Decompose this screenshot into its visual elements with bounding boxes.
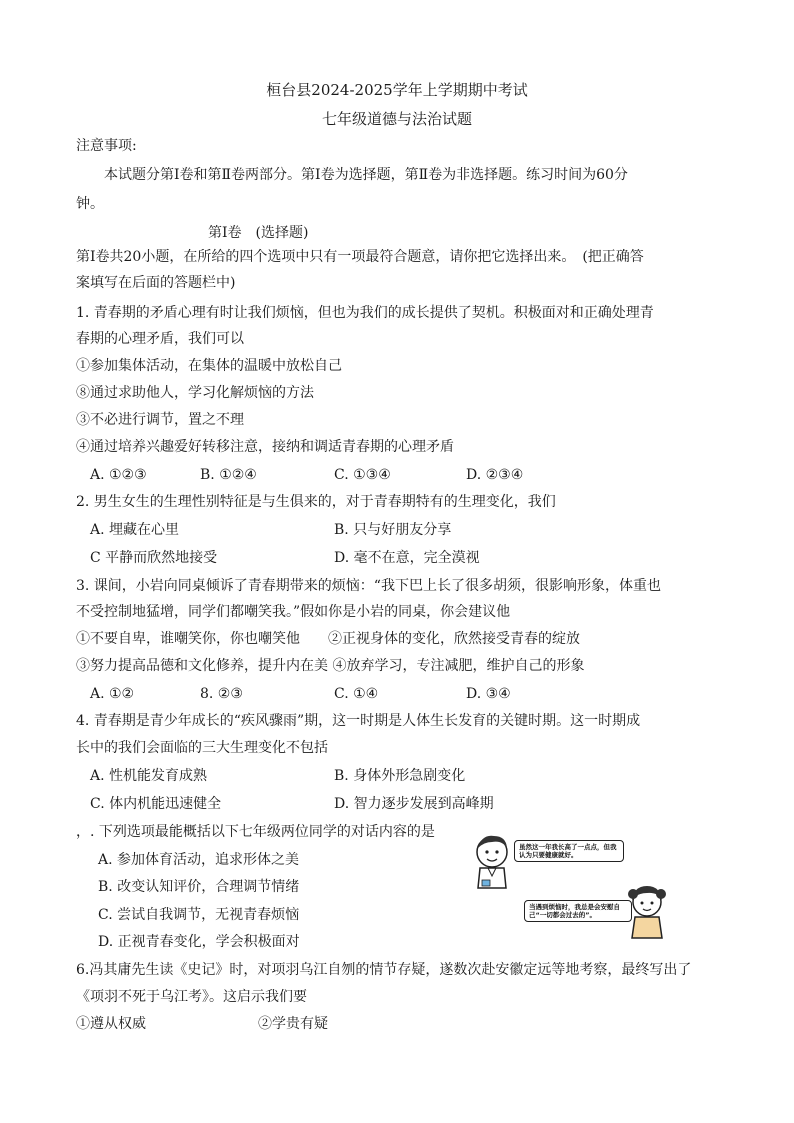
- q3-items: ①不要自卑，谁嘲笑你，你也嘲笑他 ②正视身体的变化，欣然接受青春的绽放: [76, 631, 580, 647]
- q1-item: ③不必进行调节，置之不理: [76, 412, 244, 428]
- q1-stem-cont: 春期的心理矛盾，我们可以: [76, 331, 244, 347]
- q2-stem: 2. 男生女生的生理性别特征是与生俱来的，对于青春期特有的生理变化，我们: [76, 494, 556, 510]
- q6-item: ①遵从权威: [76, 1016, 146, 1032]
- speech-bubble-boy: 虽然这一年我长高了一点点，但我认为只要健康就好。: [514, 840, 624, 862]
- dialogue-illustration: [472, 830, 672, 950]
- q3-option-b[interactable]: 8. ②③: [200, 686, 243, 702]
- q5-option-a[interactable]: A. 参加体育活动，追求形体之美: [98, 852, 300, 868]
- q1-option-c[interactable]: C. ①③④: [334, 467, 391, 483]
- q5-option-b[interactable]: B. 改变认知评价，合理调节情绪: [98, 879, 300, 895]
- q1-option-b[interactable]: B. ①②④: [200, 467, 257, 483]
- exam-subtitle: 七年级道德与法治试题: [321, 110, 472, 128]
- q4-option-d[interactable]: D. 智力逐步发展到高峰期: [334, 796, 494, 812]
- section-intro: 第Ⅰ卷共20小题，在所给的四个选项中只有一项最符合题意，请你把它选择出来。 (把正确答: [76, 249, 644, 265]
- section-intro-cont: 案填写在后面的答题栏中): [76, 275, 236, 291]
- q3-option-c[interactable]: C. ①④: [334, 686, 379, 702]
- notice-body-cont: 钟。: [76, 196, 104, 212]
- notice-body: 本试题分第Ⅰ卷和第Ⅱ卷两部分。第Ⅰ卷为选择题，第Ⅱ卷为非选择题。练习时间为60分: [104, 167, 628, 183]
- q6-item: ②学贵有疑: [258, 1016, 328, 1032]
- girl-figure: [628, 886, 666, 938]
- boy-figure: [477, 836, 507, 888]
- q6-stem-cont: 《项羽不死于乌江考》。这启示我们要: [76, 989, 307, 1005]
- speech-bubble-girl: 当遇到烦恼时，我总是会安慰自己“一切都会过去的”。: [524, 900, 632, 922]
- q1-option-a[interactable]: A. ①②③: [90, 467, 147, 483]
- q4-option-a[interactable]: A. 性机能发育成熟: [90, 768, 208, 784]
- section-heading: 第Ⅰ卷 (选择题): [208, 225, 309, 241]
- q1-option-d[interactable]: D. ②③④: [466, 467, 524, 483]
- q2-option-d[interactable]: D. 毫不在意，完全漠视: [334, 550, 480, 566]
- q2-option-a[interactable]: A. 埋藏在心里: [90, 522, 180, 538]
- q1-item: ④通过培养兴趣爱好转移注意，接纳和调适青春期的心理矛盾: [76, 439, 454, 455]
- q1-item: ①参加集体活动，在集体的温暖中放松自己: [76, 358, 342, 374]
- q6-stem: 6.冯其庸先生读《史记》时，对项羽乌江自刎的情节存疑，遂数次赴安徽定远等地考察，最终写出了: [76, 962, 692, 978]
- q4-option-b[interactable]: B. 身体外形急剧变化: [334, 768, 466, 784]
- q5-option-d[interactable]: D. 正视青春变化，学会积极面对: [98, 934, 300, 950]
- q4-option-c[interactable]: C. 体内机能迅速健全: [90, 796, 222, 812]
- q3-option-a[interactable]: A. ①②: [90, 686, 135, 702]
- notice-heading: 注意事项:: [76, 138, 137, 154]
- q5-option-c[interactable]: C. 尝试自我调节，无视青春烦恼: [98, 907, 300, 923]
- q4-stem-cont: 长中的我们会面临的三大生理变化不包括: [76, 740, 328, 756]
- q3-option-d[interactable]: D. ③④: [466, 686, 511, 702]
- q3-stem-cont: 不受控制地猛增，同学们都嘲笑我。”假如你是小岩的同桌，你会建议他: [76, 604, 511, 620]
- q4-stem: 4. 青春期是青少年成长的“疾风骤雨”期，这一时期是人体生长发育的关键时期。这一时期成: [76, 713, 641, 729]
- q3-stem: 3. 课间，小岩向同桌倾诉了青春期带来的烦恼：“我下巴上长了很多胡须，很影响形象，体重也: [76, 578, 661, 594]
- q5-stem: ，. 下列选项最能概括以下七年级两位同学的对话内容的是: [76, 824, 435, 840]
- q2-option-b[interactable]: B. 只与好朋友分享: [334, 522, 452, 538]
- q3-items-cont: ③努力提高品德和文化修养，提升内在美 ④放弃学习，专注减肥，维护自己的形象: [76, 658, 585, 674]
- q1-stem: 1. 青春期的矛盾心理有时让我们烦恼，但也为我们的成长提供了契机。积极面对和正确处理青: [76, 305, 654, 321]
- q2-option-c[interactable]: C 平静而欣然地接受: [90, 550, 218, 566]
- q1-item: ⑧通过求助他人，学习化解烦恼的方法: [76, 385, 314, 401]
- exam-title: 桓台县2024-2025学年上学期期中考试: [266, 81, 528, 99]
